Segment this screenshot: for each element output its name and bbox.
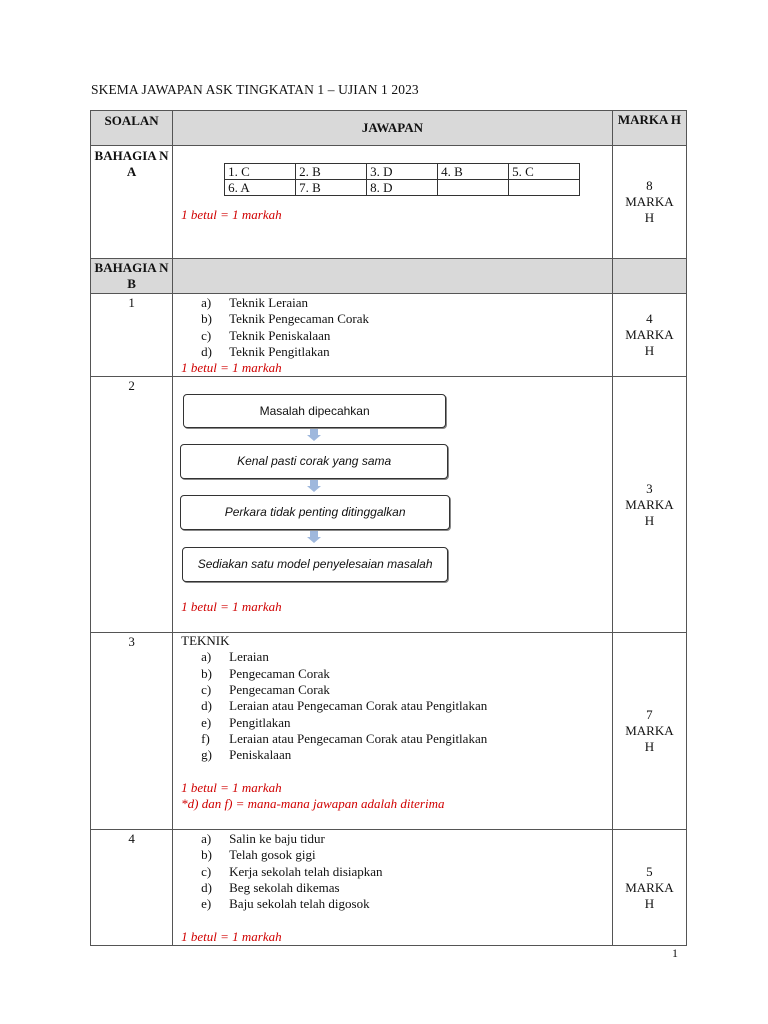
question-3-row: [91, 633, 687, 830]
question-4-list: [173, 831, 612, 912]
header-jawapan: JAWAPAN: [173, 111, 613, 146]
marks-value: 5: [646, 863, 653, 879]
list-item: c) Kerja sekolah telah disiapkan: [201, 863, 383, 879]
marks-unit: MARKA: [625, 723, 674, 739]
header-markah: MARKA H: [612, 111, 686, 146]
marks-unit: H: [644, 343, 655, 359]
marks-value: 7: [646, 707, 653, 723]
bahagian-a-marks: [612, 146, 686, 259]
question-3-answer: [173, 633, 613, 830]
question-4-number: 4: [91, 830, 173, 946]
question-2-number: 2: [91, 377, 173, 633]
flow-step-1: Masalah dipecahkan: [183, 394, 446, 428]
question-2-row: [91, 377, 687, 633]
list-item: a) Salin ke baju tidur: [201, 831, 325, 847]
question-3-number: 3: [91, 633, 173, 830]
bahagian-a-row: [91, 146, 687, 259]
question-1-number: 1: [91, 294, 173, 377]
grid-cell: 6. A: [225, 180, 296, 196]
marks-unit: MARKA: [625, 496, 674, 512]
marks-unit: H: [644, 895, 655, 911]
list-item: a) Leraian: [201, 649, 269, 665]
question-4-marks: [612, 830, 686, 946]
list-item: e) Pengitlakan: [201, 714, 291, 730]
bahagian-a-label: BAHAGIA N A: [91, 146, 173, 259]
list-item: b) Pengecaman Corak: [201, 665, 330, 681]
question-2-marks: [612, 377, 686, 633]
grid-cell: 5. C: [509, 164, 580, 180]
question-4-row: [91, 830, 687, 946]
bahagian-b-empty-marks: [612, 259, 686, 294]
marks-unit: MARKA: [625, 327, 674, 343]
marks-unit: MARKA: [625, 194, 674, 209]
arrow-down-icon: [307, 435, 321, 441]
grid-cell: [438, 180, 509, 196]
grid-row: [225, 180, 580, 196]
grid-cell: 3. D: [367, 164, 438, 180]
grid-cell: 4. B: [438, 164, 509, 180]
document-title: SKEMA JAWAPAN ASK TINGKATAN 1 – UJIAN 1 2023: [91, 82, 419, 97]
question-3-note-2: *d) dan f) = mana-mana jawapan adalah diterima: [181, 795, 445, 811]
question-1-note: 1 betul = 1 markah: [181, 360, 282, 376]
bahagian-b-label: BAHAGIA N B: [91, 259, 173, 294]
question-1-answer: [173, 294, 613, 377]
table-header-row: [91, 111, 687, 146]
question-4-answer: [173, 830, 613, 946]
question-3-note: 1 betul = 1 markah: [181, 779, 282, 795]
grid-cell: 2. B: [296, 164, 367, 180]
question-2-answer: [173, 377, 613, 633]
list-item: c) Teknik Peniskalaan: [201, 327, 331, 343]
grid-cell: 8. D: [367, 180, 438, 196]
list-item: e) Baju sekolah telah digosok: [201, 896, 370, 912]
question-1-marks: [612, 294, 686, 377]
arrow-down-icon: [307, 486, 321, 492]
list-item: d) Leraian atau Pengecaman Corak atau Pengitlakan: [201, 698, 488, 714]
flow-step-2: Kenal pasti corak yang sama: [180, 444, 448, 479]
marks-value: 4: [646, 311, 653, 327]
question-3-list: [173, 649, 612, 763]
question-1-list: [173, 295, 612, 360]
question-2-note: 1 betul = 1 markah: [181, 599, 282, 615]
flow-step-4: Sediakan satu model penyelesaian masalah: [182, 547, 448, 582]
marks-value: 3: [646, 480, 653, 496]
list-item: b) Telah gosok gigi: [201, 847, 316, 863]
bahagian-a-note: 1 betul = 1 markah: [181, 207, 282, 222]
flow-step-3: Perkara tidak penting ditinggalkan: [180, 495, 450, 530]
question-3-marks: [612, 633, 686, 830]
marks-unit: H: [644, 210, 655, 225]
bahagian-b-empty: [173, 259, 613, 294]
question-1-row: [91, 294, 687, 377]
marks-unit: MARKA: [625, 879, 674, 895]
list-item: b) Teknik Pengecaman Corak: [201, 311, 370, 327]
list-item: g) Peniskalaan: [201, 747, 292, 763]
bahagian-a-answers: [173, 146, 613, 259]
page-number: 1: [672, 946, 678, 960]
list-item: c) Pengecaman Corak: [201, 682, 330, 698]
answer-scheme-table: [90, 110, 687, 946]
question-4-note: 1 betul = 1 markah: [181, 928, 282, 944]
question-3-heading: TEKNIK: [181, 633, 230, 649]
marks-unit: H: [644, 739, 655, 755]
question-2-flowchart: [173, 377, 612, 631]
grid-cell: 7. B: [296, 180, 367, 196]
list-item: d) Teknik Pengitlakan: [201, 343, 330, 359]
marks-unit: H: [644, 512, 655, 528]
arrow-down-icon: [307, 537, 321, 543]
list-item: a) Teknik Leraian: [201, 295, 308, 310]
bahagian-b-row: [91, 259, 687, 294]
grid-cell: 1. C: [225, 164, 296, 180]
marks-value: 8: [646, 178, 653, 193]
grid-row: [225, 164, 580, 180]
list-item: f) Leraian atau Pengecaman Corak atau Pengitlakan: [201, 730, 488, 746]
list-item: d) Beg sekolah dikemas: [201, 880, 340, 896]
bahagian-a-answer-grid: [224, 163, 580, 196]
grid-cell: [509, 180, 580, 196]
header-soalan: SOALAN: [91, 111, 173, 146]
